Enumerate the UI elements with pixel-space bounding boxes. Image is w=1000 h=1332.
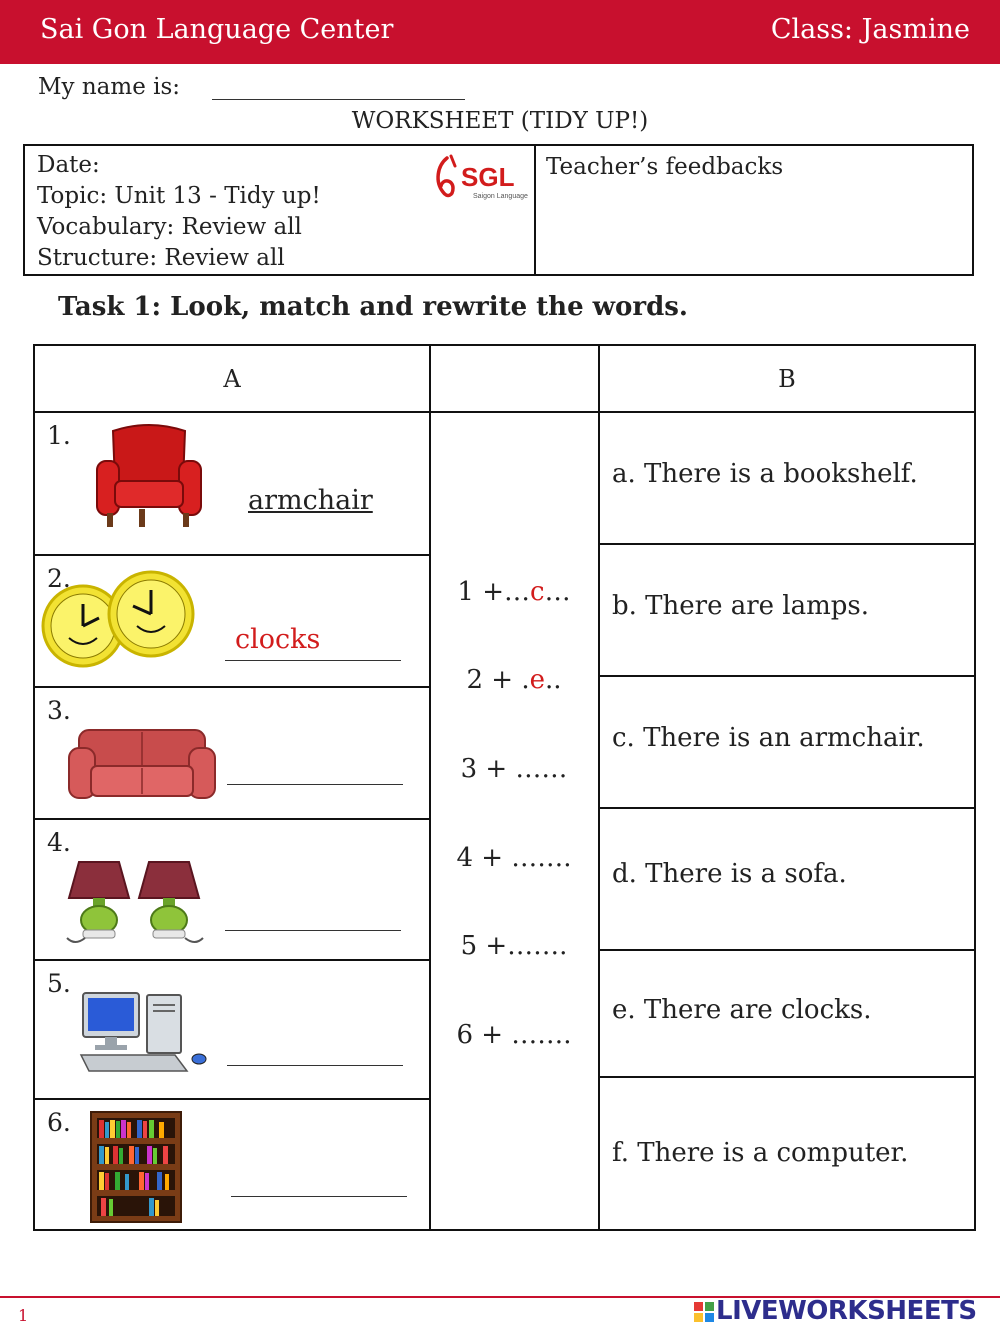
item-number: 2. xyxy=(47,564,71,593)
bookshelf-picture xyxy=(89,1110,183,1224)
answer-line-5[interactable] xyxy=(227,1065,403,1066)
answer-1[interactable]: armchair xyxy=(248,485,373,516)
match-row-6[interactable]: 6 + ……. xyxy=(456,1020,572,1050)
info-box xyxy=(23,144,974,276)
sentence-row-a xyxy=(598,411,976,545)
sentence-b: b. There are lamps. xyxy=(612,591,870,621)
item-number: 3. xyxy=(47,696,71,725)
worksheet-title: WORKSHEET (TIDY UP!) xyxy=(351,108,649,134)
item-number: 6. xyxy=(47,1108,71,1137)
item-row-1 xyxy=(33,411,431,556)
sgl-logo xyxy=(433,152,533,202)
structure-label: Structure: Review all xyxy=(37,245,285,271)
armchair-picture xyxy=(93,421,205,533)
column-match-header xyxy=(429,344,600,413)
sentence-row-d xyxy=(598,807,976,951)
item-row-3 xyxy=(33,686,431,820)
match-row-2[interactable]: 2 + .e.. xyxy=(466,665,562,695)
school-name: Sai Gon Language Center xyxy=(40,14,394,45)
item-row-5 xyxy=(33,959,431,1100)
item-number: 4. xyxy=(47,828,71,857)
clocks-picture xyxy=(41,568,201,672)
lamps-picture xyxy=(65,858,205,948)
liveworksheets-icon xyxy=(694,1302,714,1322)
topic-label: Topic: Unit 13 - Tidy up! xyxy=(37,183,321,209)
sentence-row-e xyxy=(598,949,976,1078)
sofa-picture xyxy=(67,726,217,808)
header-bar xyxy=(0,0,1000,64)
sgl-logo-subtext: Saigon Language xyxy=(473,193,528,200)
answer-line-6[interactable] xyxy=(231,1196,407,1197)
match-row-5[interactable]: 5 +……. xyxy=(460,931,568,961)
page-number: 1 xyxy=(18,1306,29,1325)
name-label: My name is: xyxy=(38,74,181,100)
date-label: Date: xyxy=(37,152,100,178)
answer-2[interactable]: clocks xyxy=(235,624,321,655)
sentence-row-b xyxy=(598,543,976,677)
sentence-e: e. There are clocks. xyxy=(612,995,872,1025)
matching-table xyxy=(33,344,976,1231)
computer-picture xyxy=(75,989,215,1081)
item-row-2 xyxy=(33,554,431,688)
answer-line-3[interactable] xyxy=(227,784,403,785)
matching-column xyxy=(429,411,600,1231)
sgl-logo-text: SGL xyxy=(461,162,515,192)
liveworksheets-logo[interactable] xyxy=(694,1296,994,1328)
match-row-3[interactable]: 3 + …… xyxy=(460,754,568,784)
name-input-line[interactable] xyxy=(212,99,465,100)
class-name: Class: Jasmine xyxy=(770,14,970,45)
answer-line-4[interactable] xyxy=(225,930,401,931)
sentence-row-c xyxy=(598,675,976,809)
match-row-4[interactable]: 4 + ……. xyxy=(456,843,572,873)
item-number: 5. xyxy=(47,969,71,998)
match-row-1[interactable]: 1 +…c… xyxy=(457,577,571,607)
sentence-c: c. There is an armchair. xyxy=(612,723,925,753)
sentence-d: d. There is a sofa. xyxy=(612,859,847,889)
item-row-6 xyxy=(33,1098,431,1231)
vocabulary-label: Vocabulary: Review all xyxy=(37,214,302,240)
teacher-feedback-label: Teacher’s feedbacks xyxy=(546,154,784,180)
sentence-f: f. There is a computer. xyxy=(612,1138,909,1168)
answer-line-2[interactable] xyxy=(225,660,401,661)
item-number: 1. xyxy=(47,421,71,450)
item-row-4 xyxy=(33,818,431,961)
liveworksheets-text: LIVEWORKSHEETS xyxy=(716,1296,977,1326)
column-b-header: B xyxy=(598,344,976,413)
task-title: Task 1: Look, match and rewrite the words. xyxy=(58,292,688,322)
info-left-cell xyxy=(25,146,536,274)
sentence-a: a. There is a bookshelf. xyxy=(612,459,918,489)
sentence-row-f xyxy=(598,1076,976,1231)
column-a-header: A xyxy=(33,344,431,413)
